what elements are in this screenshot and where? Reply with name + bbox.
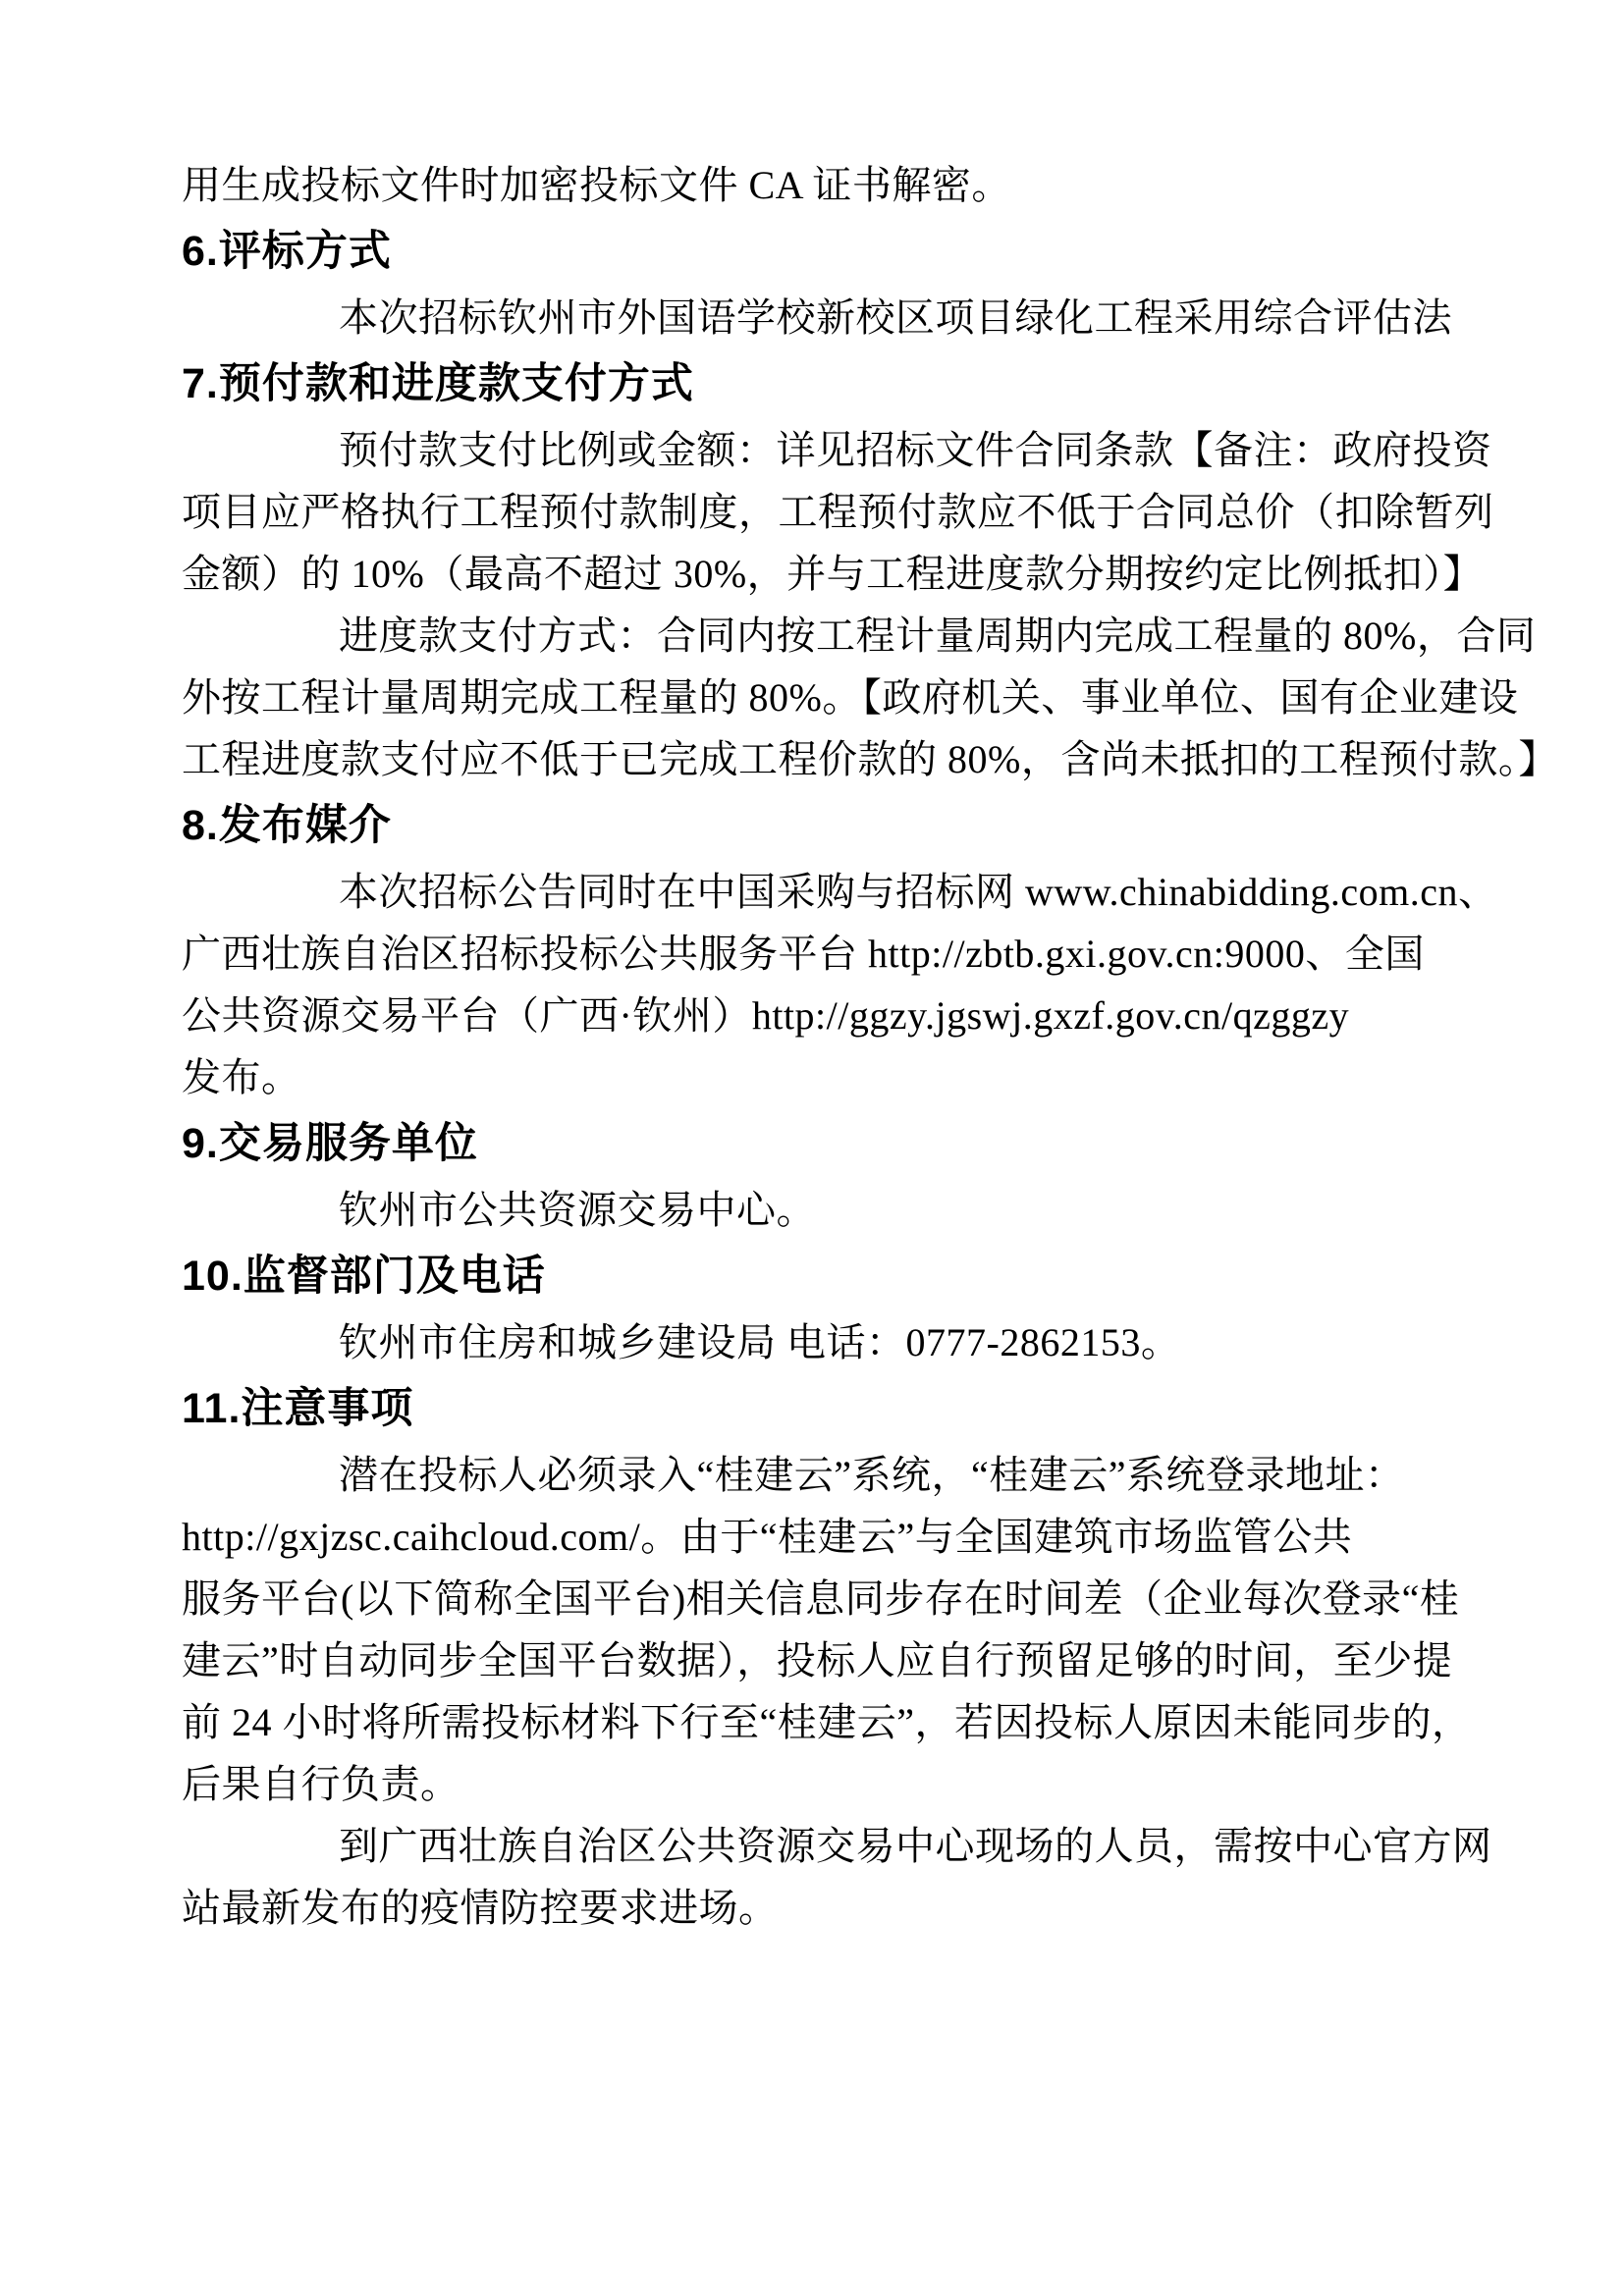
text-line: 潜在投标人必须录入“桂建云”系统，“桂建云”系统登录地址： xyxy=(339,1453,1405,1497)
section-heading: 6.评标方式 xyxy=(182,228,392,275)
section-heading: 10.监督部门及电话 xyxy=(182,1253,546,1300)
text-line: 金额）的 10%（最高不超过 30%，并与工程进度款分期按约定比例抵扣）】 xyxy=(182,552,1484,596)
text-line: 项目应严格执行工程预付款制度，工程预付款应不低于合同总价（扣除暂列 xyxy=(182,490,1494,534)
text-line: 公共资源交易平台（广西·钦州）http://ggzy.jgswj.gxzf.gov.cn/qzggzy xyxy=(182,993,1350,1038)
section-heading: 11.注意事项 xyxy=(182,1385,414,1432)
text-line: 工程进度款支付应不低于已完成工程价款的 80%，含尚未抵扣的工程预付款。】 xyxy=(182,737,1558,781)
text-line: 站最新发布的疫情防控要求进场。 xyxy=(182,1886,779,1930)
text-line: 本次招标公告同时在中国采购与招标网 www.chinabidding.com.cn、 xyxy=(339,870,1498,914)
section-heading: 7.预付款和进度款支付方式 xyxy=(182,360,694,407)
text-line: 进度款支付方式：合同内按工程计量周期内完成工程量的 80%，合同 xyxy=(339,614,1537,658)
text-line: 钦州市公共资源交易中心。 xyxy=(339,1188,816,1232)
text-line: 前 24 小时将所需投标材料下行至“桂建云”，若因投标人原因未能同步的， xyxy=(182,1700,1472,1744)
text-line: 钦州市住房和城乡建设局 电话：0777-2862153。 xyxy=(339,1320,1181,1364)
text-line: 到广西壮族自治区公共资源交易中心现场的人员，需按中心官方网 xyxy=(339,1824,1492,1868)
text-line: 发布。 xyxy=(182,1055,301,1099)
text-line: 建云”时自动同步全国平台数据），投标人应自行预留足够的时间，至少提 xyxy=(182,1638,1453,1682)
text-line: 预付款支付比例或金额：详见招标文件合同条款【备注：政府投资 xyxy=(339,428,1492,472)
text-line: http://gxjzsc.caihcloud.com/。由于“桂建云”与全国建筑市场监管公共 xyxy=(182,1515,1353,1559)
text-line: 后果自行负责。 xyxy=(182,1762,460,1806)
text-line: 广西壮族自治区招标投标公共服务平台 http://zbtb.gxi.gov.cn:9000、全国 xyxy=(182,932,1425,976)
text-line: 本次招标钦州市外国语学校新校区项目绿化工程采用综合评估法 xyxy=(339,295,1452,340)
section-heading: 8.发布媒介 xyxy=(182,802,392,849)
section-heading: 9.交易服务单位 xyxy=(182,1120,478,1167)
text-line: 外按工程计量周期完成工程量的 80%。【政府机关、事业单位、国有企业建设 xyxy=(182,675,1519,720)
text-line: 用生成投标文件时加密投标文件 CA 证书解密。 xyxy=(182,163,1011,207)
document-body xyxy=(182,154,1558,1939)
text-line: 服务平台(以下简称全国平台)相关信息同步存在时间差（企业每次登录“桂 xyxy=(182,1576,1460,1621)
